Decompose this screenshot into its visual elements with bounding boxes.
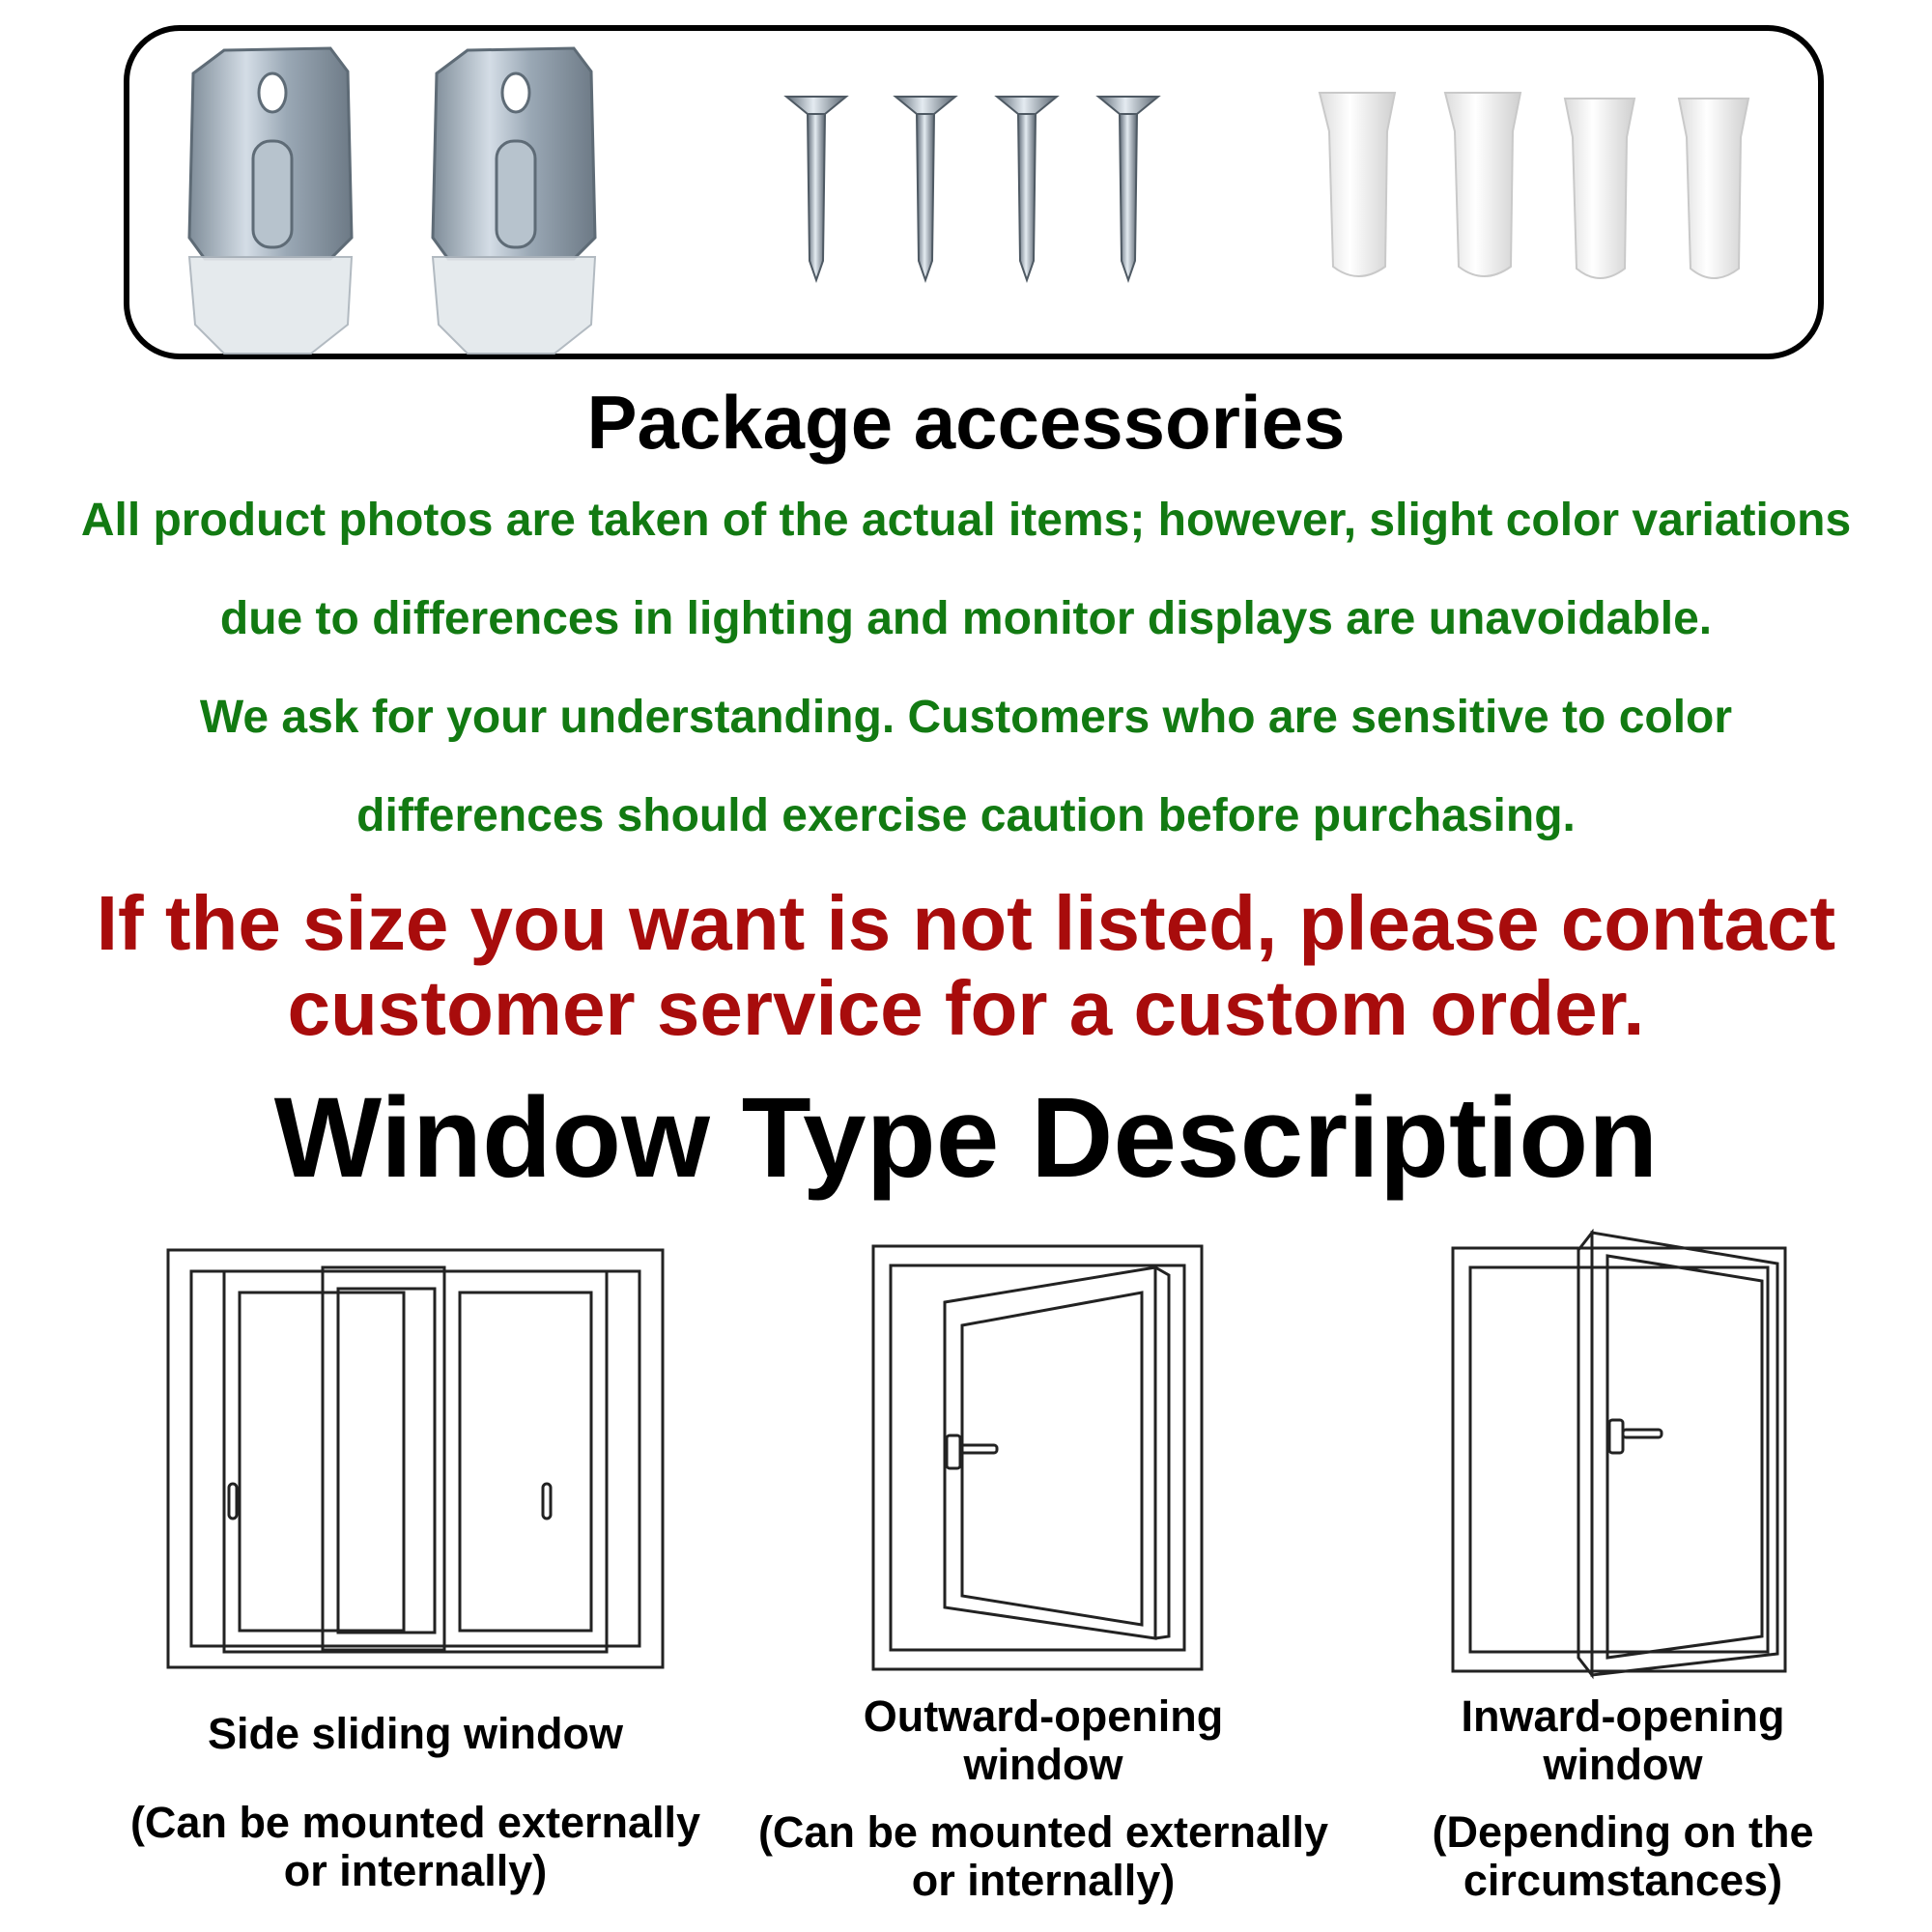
screw-icon <box>1098 97 1158 280</box>
bracket-icon <box>433 48 595 354</box>
screw-icon <box>895 97 955 280</box>
inward-opening-window-caption <box>1333 1692 1913 1905</box>
custom-line-1: If the size you want is not listed, please contact <box>96 880 1836 966</box>
custom-line-2: customer service for a custom order. <box>287 965 1645 1051</box>
screw-icon <box>997 97 1057 280</box>
side-sliding-window-name: Side sliding window <box>207 1709 623 1758</box>
outward-opening-window-name-2: window <box>963 1740 1123 1789</box>
wall-anchor-icon <box>1679 99 1748 278</box>
wall-anchor-icon <box>1320 93 1395 276</box>
wall-anchor-icon <box>1565 99 1634 278</box>
outward-opening-window-note: (Can be mounted externally <box>757 1807 1329 1857</box>
inward-opening-window-icon <box>1449 1229 1797 1681</box>
inward-opening-window-note: (Depending on the <box>1432 1807 1814 1857</box>
inward-opening-window-note-2: circumstances) <box>1463 1856 1783 1905</box>
inward-opening-window-name-2: window <box>1543 1740 1703 1789</box>
notice-line-3: We ask for your understanding. Customers who are sensitive to color <box>199 692 1733 743</box>
side-sliding-window-note: (Can be mounted externally <box>129 1798 701 1847</box>
screw-icon <box>786 97 846 280</box>
side-sliding-window-caption <box>106 1710 724 1895</box>
accessories-photo <box>129 31 1830 365</box>
outward-opening-window-note-2: or internally) <box>911 1856 1176 1905</box>
outward-opening-window-icon <box>869 1242 1208 1673</box>
accessories-box <box>124 25 1824 359</box>
inward-opening-window-name: Inward-opening <box>1461 1691 1785 1741</box>
notice-line-1: All product photos are taken of the actual items; however, slight color variations <box>80 495 1852 546</box>
accessories-title: Package accessories <box>586 380 1346 465</box>
window-type-title: Window Type Description <box>273 1074 1659 1202</box>
bracket-icon <box>189 48 352 354</box>
side-sliding-window-note-2: or internally) <box>283 1846 548 1895</box>
notice-line-4: differences should exercise caution before purchasing. <box>356 790 1576 841</box>
notice-line-2: due to differences in lighting and monitor displays are unavoidable. <box>219 593 1713 644</box>
outward-opening-window-caption <box>734 1692 1352 1905</box>
outward-opening-window-name: Outward-opening <box>863 1691 1224 1741</box>
side-sliding-window-icon <box>164 1246 667 1671</box>
wall-anchor-icon <box>1445 93 1520 276</box>
